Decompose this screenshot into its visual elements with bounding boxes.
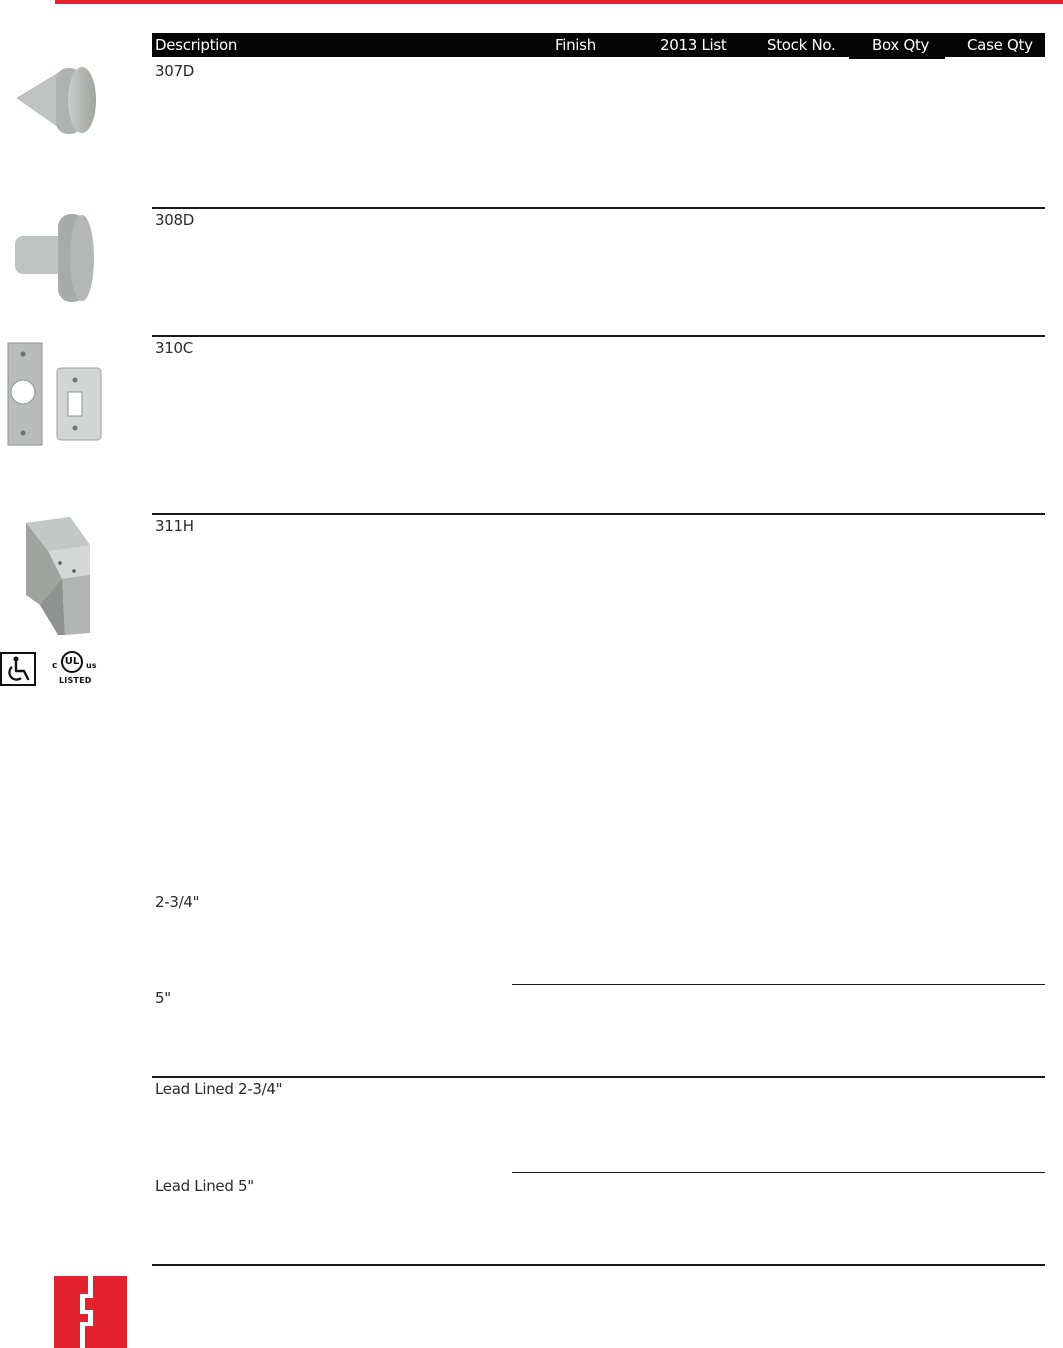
product-307d-image [12,60,102,140]
header-list: 2013 List [660,36,727,54]
header-underline [849,57,945,59]
wheelchair-accessible-icon [0,652,36,686]
variant-label-5: 5" [155,989,171,1007]
product-label-310c: 310C [155,339,193,357]
variant-label-2-3-4: 2-3/4" [155,893,200,911]
product-310c-image [5,340,105,448]
ul-logo-icon [61,651,83,673]
top-accent-bar [55,0,1063,4]
variant-label-lead-2-3-4: Lead Lined 2-3/4" [155,1080,283,1098]
brand-logo-icon [54,1276,127,1348]
row-divider [152,1264,1045,1266]
ul-us-mark: us [86,661,97,670]
product-label-311h: 311H [155,517,194,535]
header-description: Description [155,36,238,54]
row-divider [152,335,1045,337]
subrow-divider [512,984,1045,985]
row-divider [152,207,1045,209]
product-311h-image [20,515,95,637]
product-label-307d: 307D [155,62,194,80]
ul-c-mark: c [52,661,58,671]
ul-listed-badge [50,651,102,689]
header-box-qty: Box Qty [872,36,930,54]
variant-label-lead-5: Lead Lined 5" [155,1177,254,1195]
header-stock: Stock No. [767,36,836,54]
row-divider [152,513,1045,515]
header-finish: Finish [555,36,596,54]
product-308d-image [12,210,102,305]
subrow-divider [512,1172,1045,1173]
ul-listed-text: LISTED [59,676,92,685]
product-label-308d: 308D [155,211,194,229]
header-case-qty: Case Qty [967,36,1033,54]
ul-mark-text: UL [64,656,80,667]
row-divider [152,1076,1045,1078]
table-header [152,33,1045,57]
